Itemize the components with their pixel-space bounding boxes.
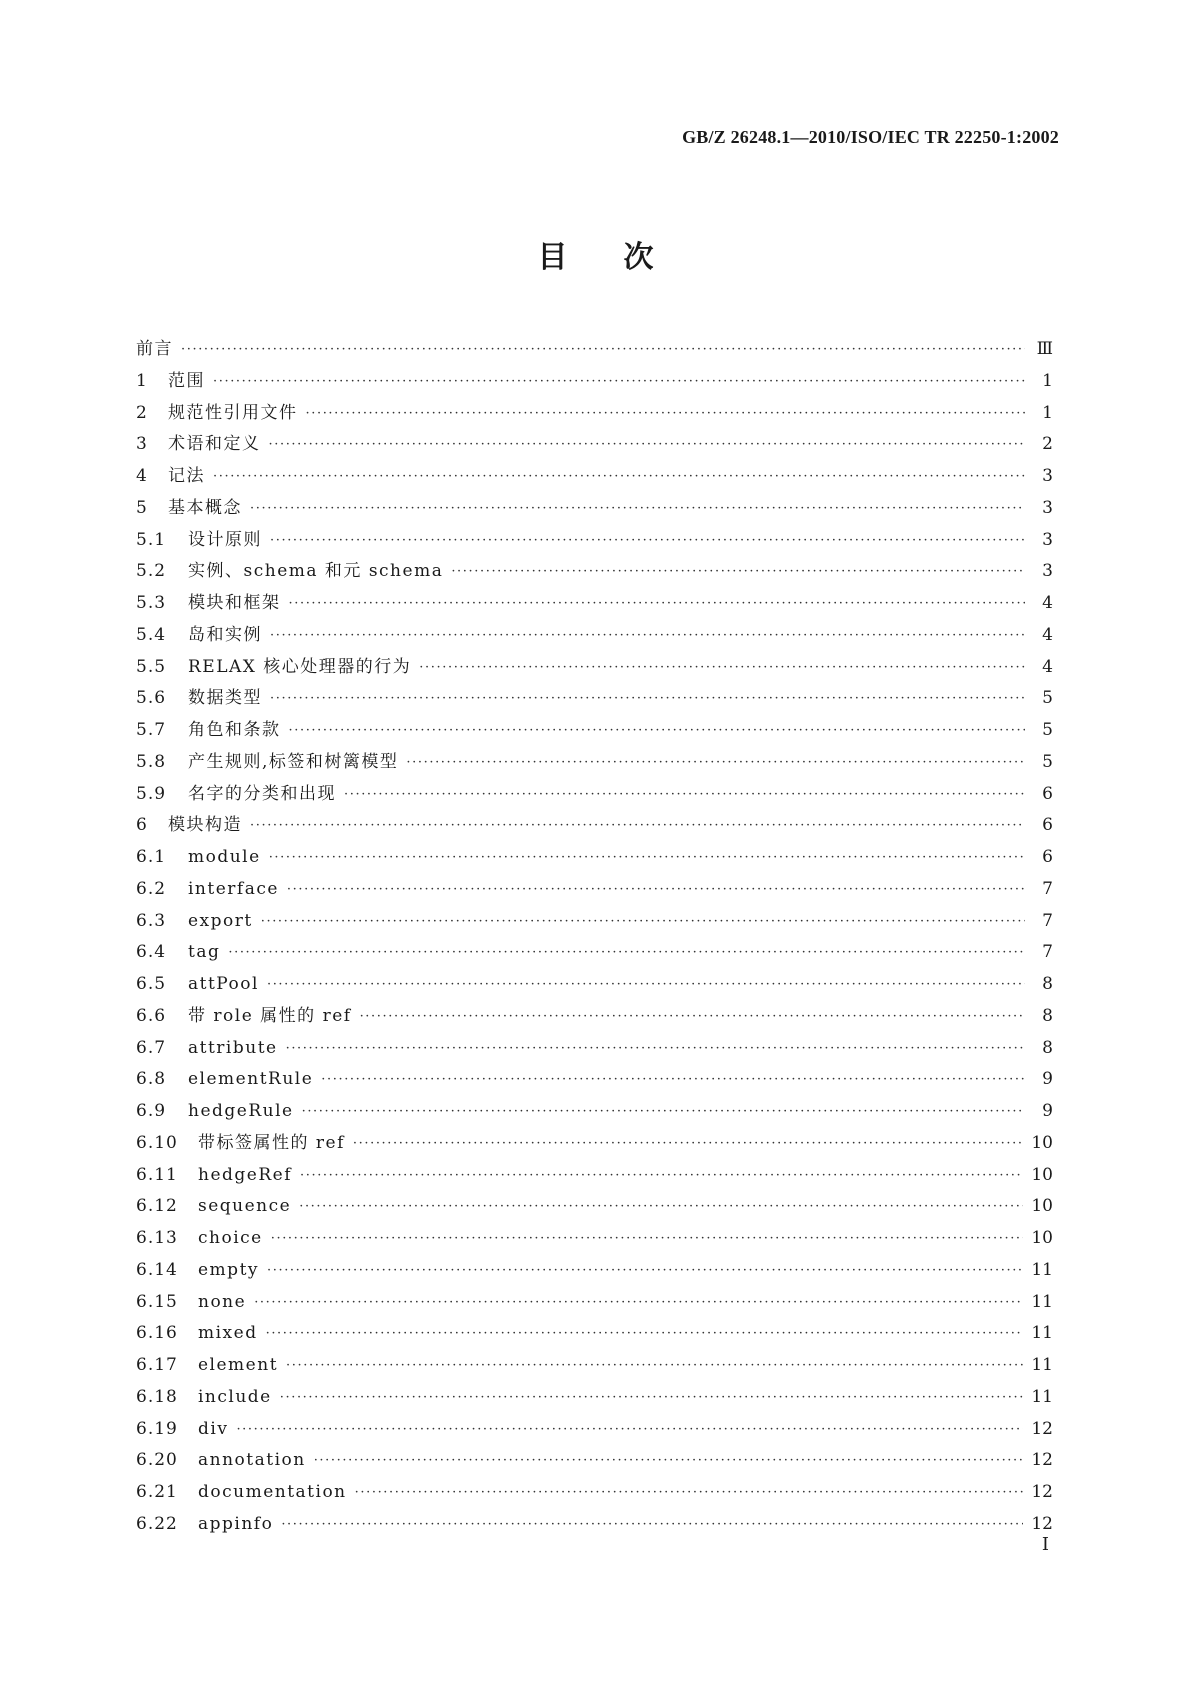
toc-entry-label: 记法 bbox=[168, 466, 205, 486]
toc-entry-page: 5 bbox=[1042, 688, 1053, 709]
toc-entry-page: 11 bbox=[1031, 1291, 1053, 1312]
toc-entry-label: 产生规则,标签和树篱模型 bbox=[188, 751, 399, 772]
toc-entry[interactable] bbox=[136, 556, 1053, 588]
toc-entry-number: 6.22 bbox=[136, 1513, 178, 1534]
toc-dot-leader bbox=[271, 1223, 1024, 1255]
toc-entry-label: none bbox=[198, 1291, 247, 1312]
toc-entry[interactable] bbox=[136, 715, 1053, 747]
toc-entry[interactable] bbox=[136, 652, 1053, 684]
toc-entry-page: 8 bbox=[1042, 974, 1053, 994]
toc-entry-number: 6.1 bbox=[136, 847, 167, 867]
toc-entry-number: 6.12 bbox=[136, 1196, 178, 1217]
toc-entry[interactable] bbox=[136, 588, 1053, 620]
toc-entry-number: 6.5 bbox=[136, 974, 167, 994]
toc-entry-page: 12 bbox=[1031, 1482, 1053, 1502]
toc-entry[interactable] bbox=[136, 620, 1053, 652]
toc-entry[interactable] bbox=[136, 1287, 1053, 1319]
toc-dot-leader bbox=[281, 1509, 1023, 1541]
toc-entry-label: 名字的分类和出现 bbox=[188, 783, 336, 804]
toc-entry[interactable] bbox=[136, 1096, 1053, 1128]
toc-entry-label: include bbox=[198, 1386, 272, 1407]
toc-entry-label: tag bbox=[188, 942, 221, 963]
toc-entry-number: 6.17 bbox=[136, 1355, 178, 1375]
toc-entry-number: 5.9 bbox=[136, 783, 167, 804]
toc-entry-label: documentation bbox=[198, 1482, 347, 1502]
toc-entry-label: 角色和条款 bbox=[188, 720, 281, 740]
toc-entry[interactable] bbox=[136, 779, 1053, 811]
toc-entry[interactable] bbox=[136, 1509, 1053, 1541]
toc-dot-leader bbox=[181, 334, 1025, 366]
toc-entry[interactable] bbox=[136, 461, 1053, 493]
toc-entry[interactable] bbox=[136, 842, 1053, 874]
toc-entry-page: 1 bbox=[1042, 370, 1053, 391]
toc-entry-page: 8 bbox=[1042, 1037, 1053, 1058]
toc-dot-leader bbox=[314, 1445, 1024, 1477]
toc-entry-page: 7 bbox=[1042, 910, 1053, 931]
toc-entry-label: annotation bbox=[198, 1450, 306, 1471]
toc-entry-number: 6.3 bbox=[136, 910, 167, 931]
toc-entry[interactable] bbox=[136, 1223, 1053, 1255]
toc-dot-leader bbox=[321, 1064, 1025, 1096]
toc-entry-page: 10 bbox=[1031, 1228, 1053, 1248]
toc-dot-leader bbox=[267, 1255, 1023, 1287]
toc-entry[interactable] bbox=[136, 493, 1053, 525]
toc-entry[interactable] bbox=[136, 874, 1053, 906]
toc-dot-leader bbox=[236, 1414, 1023, 1446]
toc-dot-leader bbox=[267, 969, 1025, 1001]
toc-dot-leader bbox=[289, 715, 1026, 747]
toc-entry[interactable] bbox=[136, 1414, 1053, 1446]
toc-dot-leader bbox=[228, 937, 1025, 969]
toc-entry-number: 5.2 bbox=[136, 561, 167, 582]
toc-entry-number: 6.14 bbox=[136, 1259, 178, 1280]
toc-entry-number: 6.8 bbox=[136, 1069, 167, 1090]
toc-entry[interactable] bbox=[136, 1318, 1053, 1350]
toc-dot-leader bbox=[213, 366, 1025, 398]
toc-entry-label: 范围 bbox=[168, 370, 205, 391]
toc-entry-number: 6.21 bbox=[136, 1482, 178, 1502]
toc-entry-number: 5.6 bbox=[136, 688, 167, 709]
toc-entry-page: 7 bbox=[1042, 878, 1053, 899]
toc-entry-page: 11 bbox=[1031, 1323, 1053, 1344]
toc-entry-page: 11 bbox=[1031, 1386, 1053, 1407]
toc-entry-label: 带标签属性的 ref bbox=[198, 1132, 345, 1153]
toc-entry-page: 6 bbox=[1042, 783, 1053, 804]
toc-entry-number: 4 bbox=[136, 466, 148, 486]
toc-entry[interactable] bbox=[136, 1191, 1053, 1223]
toc-entry[interactable] bbox=[136, 1160, 1053, 1192]
toc-entry[interactable] bbox=[136, 1064, 1053, 1096]
toc-entry-page: 6 bbox=[1042, 815, 1053, 836]
toc-entry-page: 3 bbox=[1042, 529, 1053, 550]
toc-entry-number: 5 bbox=[136, 497, 148, 518]
toc-dot-leader bbox=[287, 874, 1025, 906]
toc-entry-label: hedgeRule bbox=[188, 1101, 294, 1121]
toc-entry[interactable] bbox=[136, 525, 1053, 557]
toc-entry[interactable] bbox=[136, 747, 1053, 779]
toc-dot-leader bbox=[269, 842, 1025, 874]
toc-entry-label: 带 role 属性的 ref bbox=[188, 1005, 352, 1026]
toc-entry-label: 规范性引用文件 bbox=[168, 402, 298, 423]
toc-entry-label: attribute bbox=[188, 1037, 278, 1058]
toc-dot-leader bbox=[250, 493, 1025, 525]
toc-entry-label: 数据类型 bbox=[188, 688, 262, 709]
toc-dot-leader bbox=[266, 1318, 1024, 1350]
toc-entry-label: 模块和框架 bbox=[188, 593, 281, 613]
toc-entry-label: attPool bbox=[188, 974, 259, 994]
toc-entry-number: 1 bbox=[136, 370, 148, 391]
toc-entry[interactable] bbox=[136, 937, 1053, 969]
toc-entry-page: 4 bbox=[1042, 624, 1053, 645]
toc-entry-number: 2 bbox=[136, 402, 148, 423]
page-number: I bbox=[1041, 1534, 1049, 1555]
toc-entry-number: 6.2 bbox=[136, 878, 167, 899]
toc-dot-leader bbox=[451, 556, 1025, 588]
toc-entry-label: module bbox=[188, 847, 261, 867]
toc-entry[interactable] bbox=[136, 969, 1053, 1001]
toc-entry[interactable] bbox=[136, 334, 1053, 366]
toc-entry-page: 12 bbox=[1031, 1450, 1053, 1471]
toc-entry-number: 6.19 bbox=[136, 1418, 178, 1439]
toc-dot-leader bbox=[353, 1128, 1023, 1160]
toc-dot-leader bbox=[302, 1096, 1025, 1128]
toc-entry-label: mixed bbox=[198, 1323, 258, 1344]
toc-entry[interactable] bbox=[136, 1477, 1053, 1509]
toc-entry-label: RELAX 核心处理器的行为 bbox=[188, 656, 412, 677]
toc-entry[interactable] bbox=[136, 1382, 1053, 1414]
toc-entry[interactable] bbox=[136, 683, 1053, 715]
toc-entry[interactable] bbox=[136, 1128, 1053, 1160]
toc-entry-page: Ⅲ bbox=[1036, 339, 1053, 359]
toc-entry[interactable] bbox=[136, 1001, 1053, 1033]
toc-entry-number: 5.7 bbox=[136, 720, 167, 740]
toc-entry[interactable] bbox=[136, 1445, 1053, 1477]
toc-entry-number: 6.20 bbox=[136, 1450, 178, 1471]
toc-dot-leader bbox=[300, 1160, 1023, 1192]
toc-entry-page: 9 bbox=[1042, 1101, 1053, 1121]
toc-dot-leader bbox=[286, 1033, 1025, 1065]
table-of-contents bbox=[136, 334, 1053, 1541]
toc-dot-leader bbox=[360, 1001, 1025, 1033]
toc-dot-leader bbox=[270, 525, 1025, 557]
toc-entry-page: 11 bbox=[1031, 1355, 1053, 1375]
toc-entry[interactable] bbox=[136, 1033, 1053, 1065]
toc-entry-page: 5 bbox=[1042, 720, 1053, 740]
toc-dot-leader bbox=[419, 652, 1025, 684]
toc-dot-leader bbox=[270, 620, 1025, 652]
toc-entry-label: 实例、schema 和元 schema bbox=[188, 561, 444, 582]
toc-entry-number: 6.6 bbox=[136, 1005, 167, 1026]
toc-entry-number: 6.7 bbox=[136, 1037, 167, 1058]
toc-entry-number: 5.4 bbox=[136, 624, 167, 645]
toc-entry-label: 岛和实例 bbox=[188, 624, 262, 645]
toc-entry-number: 6.11 bbox=[136, 1164, 178, 1185]
toc-entry-page: 5 bbox=[1042, 751, 1053, 772]
toc-entry-page: 10 bbox=[1031, 1196, 1053, 1217]
toc-dot-leader bbox=[261, 906, 1025, 938]
toc-entry-label: empty bbox=[198, 1259, 259, 1280]
toc-entry[interactable] bbox=[136, 366, 1053, 398]
toc-entry-label: 基本概念 bbox=[168, 497, 242, 518]
toc-entry-number: 5.5 bbox=[136, 656, 167, 677]
toc-dot-leader bbox=[299, 1191, 1023, 1223]
toc-entry-number: 6.18 bbox=[136, 1386, 178, 1407]
toc-entry-number: 5.8 bbox=[136, 751, 167, 772]
toc-entry-page: 3 bbox=[1042, 466, 1053, 486]
toc-entry-label: hedgeRef bbox=[198, 1164, 292, 1185]
toc-entry-page: 3 bbox=[1042, 497, 1053, 518]
toc-dot-leader bbox=[269, 429, 1026, 461]
toc-entry[interactable] bbox=[136, 1255, 1053, 1287]
toc-entry[interactable] bbox=[136, 1350, 1053, 1382]
toc-dot-leader bbox=[289, 588, 1026, 620]
toc-entry-page: 10 bbox=[1031, 1164, 1053, 1185]
toc-entry-label: elementRule bbox=[188, 1069, 314, 1090]
toc-entry-page: 8 bbox=[1042, 1005, 1053, 1026]
toc-entry-label: appinfo bbox=[198, 1513, 274, 1534]
toc-entry-label: interface bbox=[188, 878, 279, 899]
toc-dot-leader bbox=[306, 398, 1026, 430]
toc-entry-label: 前言 bbox=[136, 339, 173, 359]
toc-dot-leader bbox=[344, 779, 1025, 811]
toc-entry-number: 5.1 bbox=[136, 529, 167, 550]
toc-entry[interactable] bbox=[136, 429, 1053, 461]
toc-entry-label: element bbox=[198, 1355, 279, 1375]
toc-entry-page: 4 bbox=[1042, 593, 1053, 613]
toc-entry-label: 设计原则 bbox=[188, 529, 262, 550]
toc-dot-leader bbox=[250, 810, 1025, 842]
toc-dot-leader bbox=[254, 1287, 1023, 1319]
toc-entry-number: 5.3 bbox=[136, 593, 167, 613]
standard-code-header: GB/Z 26248.1—2010/ISO/IEC TR 22250-1:2002 bbox=[682, 127, 1059, 147]
toc-entry-page: 12 bbox=[1031, 1418, 1053, 1439]
toc-entry-page: 1 bbox=[1042, 402, 1053, 423]
toc-entry-number: 6.15 bbox=[136, 1291, 178, 1312]
toc-dot-leader bbox=[213, 461, 1025, 493]
toc-entry-page: 12 bbox=[1031, 1513, 1053, 1534]
toc-entry-label: choice bbox=[198, 1228, 263, 1248]
toc-dot-leader bbox=[406, 747, 1025, 779]
toc-entry-page: 10 bbox=[1031, 1132, 1053, 1153]
toc-entry-label: sequence bbox=[198, 1196, 292, 1217]
toc-entry-page: 4 bbox=[1042, 656, 1053, 677]
toc-entry-number: 6.13 bbox=[136, 1228, 178, 1248]
toc-entry-page: 2 bbox=[1042, 434, 1053, 455]
page-title: 目次 bbox=[537, 240, 710, 275]
toc-dot-leader bbox=[355, 1477, 1024, 1509]
toc-entry-number: 6.16 bbox=[136, 1323, 178, 1344]
toc-entry-number: 6 bbox=[136, 815, 148, 836]
toc-entry-number: 6.4 bbox=[136, 942, 167, 963]
toc-entry-label: 模块构造 bbox=[168, 815, 242, 836]
toc-dot-leader bbox=[286, 1350, 1023, 1382]
toc-entry[interactable] bbox=[136, 810, 1053, 842]
toc-entry-page: 7 bbox=[1042, 942, 1053, 963]
toc-entry-number: 3 bbox=[136, 434, 148, 455]
toc-entry-page: 11 bbox=[1031, 1259, 1053, 1280]
toc-entry[interactable] bbox=[136, 906, 1053, 938]
toc-entry-number: 6.9 bbox=[136, 1101, 167, 1121]
toc-entry-number: 6.10 bbox=[136, 1132, 178, 1153]
toc-entry-label: div bbox=[198, 1418, 229, 1439]
toc-entry-page: 6 bbox=[1042, 847, 1053, 867]
toc-entry-label: 术语和定义 bbox=[168, 434, 261, 455]
toc-entry[interactable] bbox=[136, 398, 1053, 430]
toc-entry-page: 9 bbox=[1042, 1069, 1053, 1090]
toc-entry-page: 3 bbox=[1042, 561, 1053, 582]
toc-dot-leader bbox=[280, 1382, 1024, 1414]
toc-entry-label: export bbox=[188, 910, 253, 931]
toc-dot-leader bbox=[270, 683, 1025, 715]
